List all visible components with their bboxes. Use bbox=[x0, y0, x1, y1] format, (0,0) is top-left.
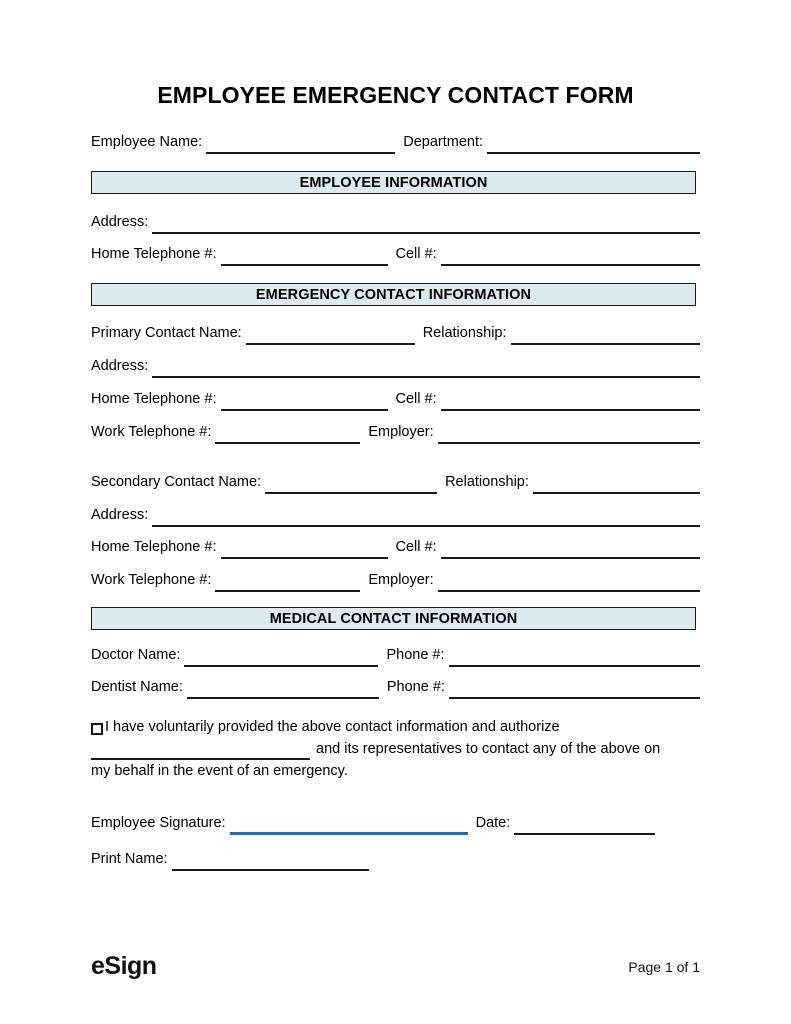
employee-address-input[interactable] bbox=[152, 217, 700, 234]
section-header-employee-information-label: EMPLOYEE INFORMATION bbox=[299, 174, 488, 191]
primary-home-telephone-input[interactable] bbox=[221, 394, 388, 411]
esign-logo: eSign bbox=[91, 952, 157, 980]
authorization-line-3-text: my behalf in the event of an emergency. bbox=[91, 763, 348, 779]
secondary-relationship-label: Relationship: bbox=[445, 474, 529, 490]
employee-address-label: Address: bbox=[91, 214, 149, 230]
primary-contact-name-input[interactable] bbox=[246, 328, 415, 345]
row-secondary-contact-name bbox=[91, 474, 700, 494]
doctor-phone-label: Phone #: bbox=[386, 647, 445, 663]
authorization-checkbox[interactable] bbox=[91, 723, 103, 735]
row-primary-work-employer bbox=[91, 424, 700, 444]
secondary-contact-name-label: Secondary Contact Name: bbox=[91, 474, 262, 490]
section-header-emergency-contact-information bbox=[91, 283, 696, 306]
primary-contact-name-label: Primary Contact Name: bbox=[91, 325, 242, 341]
row-dentist bbox=[91, 679, 700, 699]
doctor-name-label: Doctor Name: bbox=[91, 647, 181, 663]
secondary-relationship-input[interactable] bbox=[533, 477, 700, 494]
section-header-medical-contact-information-label: MEDICAL CONTACT INFORMATION bbox=[269, 610, 518, 627]
section-header-emergency-contact-information-label: EMERGENCY CONTACT INFORMATION bbox=[255, 286, 532, 303]
row-primary-phones bbox=[91, 391, 700, 411]
primary-cell-input[interactable] bbox=[441, 394, 700, 411]
dentist-phone-label: Phone #: bbox=[386, 679, 445, 695]
date-input[interactable] bbox=[514, 818, 655, 835]
secondary-work-telephone-label: Work Telephone #: bbox=[91, 572, 212, 588]
employee-cell-input[interactable] bbox=[441, 249, 700, 266]
department-label: Department: bbox=[403, 134, 484, 150]
secondary-home-telephone-label: Home Telephone #: bbox=[91, 539, 217, 555]
authorization-line-3 bbox=[91, 760, 700, 782]
employee-home-telephone-input[interactable] bbox=[221, 249, 388, 266]
date-label: Date: bbox=[475, 815, 511, 831]
secondary-cell-label: Cell #: bbox=[395, 539, 437, 555]
secondary-employer-label: Employer: bbox=[368, 572, 434, 588]
primary-employer-input[interactable] bbox=[438, 427, 700, 444]
primary-home-telephone-label: Home Telephone #: bbox=[91, 391, 217, 407]
department-input[interactable] bbox=[487, 137, 700, 154]
row-primary-contact-name bbox=[91, 325, 700, 345]
row-doctor bbox=[91, 647, 700, 667]
primary-relationship-label: Relationship: bbox=[422, 325, 507, 341]
employee-signature-label: Employee Signature: bbox=[91, 815, 226, 831]
authorization-line-1 bbox=[91, 716, 700, 738]
row-secondary-work-employer bbox=[91, 572, 700, 592]
authorization-line-2-text: and its representatives to contact any of the above on bbox=[316, 741, 661, 757]
row-secondary-phones bbox=[91, 539, 700, 559]
authorization-line-1-text: I have voluntarily provided the above contact information and authorize bbox=[105, 719, 560, 735]
employee-home-telephone-label: Home Telephone #: bbox=[91, 246, 217, 262]
print-name-input[interactable] bbox=[172, 854, 369, 871]
dentist-phone-input[interactable] bbox=[449, 682, 700, 699]
employee-name-input[interactable] bbox=[206, 137, 395, 154]
primary-cell-label: Cell #: bbox=[395, 391, 437, 407]
row-employee-address bbox=[91, 214, 700, 234]
secondary-address-label: Address: bbox=[91, 507, 149, 523]
row-primary-address bbox=[91, 358, 700, 378]
primary-address-label: Address: bbox=[91, 358, 149, 374]
primary-work-telephone-input[interactable] bbox=[215, 427, 360, 444]
dentist-name-input[interactable] bbox=[187, 682, 379, 699]
doctor-name-input[interactable] bbox=[184, 650, 378, 667]
secondary-employer-input[interactable] bbox=[438, 575, 700, 592]
secondary-address-input[interactable] bbox=[152, 510, 700, 527]
authorization-statement bbox=[91, 716, 700, 782]
row-secondary-address bbox=[91, 507, 700, 527]
page-title: EMPLOYEE EMERGENCY CONTACT FORM bbox=[157, 82, 634, 108]
section-header-medical-contact-information bbox=[91, 607, 696, 630]
doctor-phone-input[interactable] bbox=[449, 650, 700, 667]
primary-relationship-input[interactable] bbox=[511, 328, 700, 345]
secondary-work-telephone-input[interactable] bbox=[215, 575, 360, 592]
authorization-line-2 bbox=[91, 738, 700, 760]
employee-signature-field[interactable] bbox=[230, 817, 468, 835]
employee-cell-label: Cell #: bbox=[395, 246, 437, 262]
secondary-home-telephone-input[interactable] bbox=[221, 542, 388, 559]
row-employee-phones bbox=[91, 246, 700, 266]
row-signature-date bbox=[91, 815, 700, 835]
secondary-cell-input[interactable] bbox=[441, 542, 700, 559]
row-print-name bbox=[91, 851, 700, 871]
dentist-name-label: Dentist Name: bbox=[91, 679, 183, 695]
row-employee-name-department bbox=[91, 134, 700, 154]
primary-employer-label: Employer: bbox=[368, 424, 434, 440]
page-number: Page 1 of 1 bbox=[628, 958, 700, 975]
page-footer bbox=[91, 952, 700, 981]
section-header-employee-information bbox=[91, 171, 696, 194]
primary-address-input[interactable] bbox=[152, 361, 700, 378]
authorizing-company-input[interactable] bbox=[91, 742, 310, 760]
employee-name-label: Employee Name: bbox=[91, 134, 203, 150]
secondary-contact-name-input[interactable] bbox=[265, 477, 437, 494]
primary-work-telephone-label: Work Telephone #: bbox=[91, 424, 212, 440]
print-name-label: Print Name: bbox=[91, 851, 168, 867]
